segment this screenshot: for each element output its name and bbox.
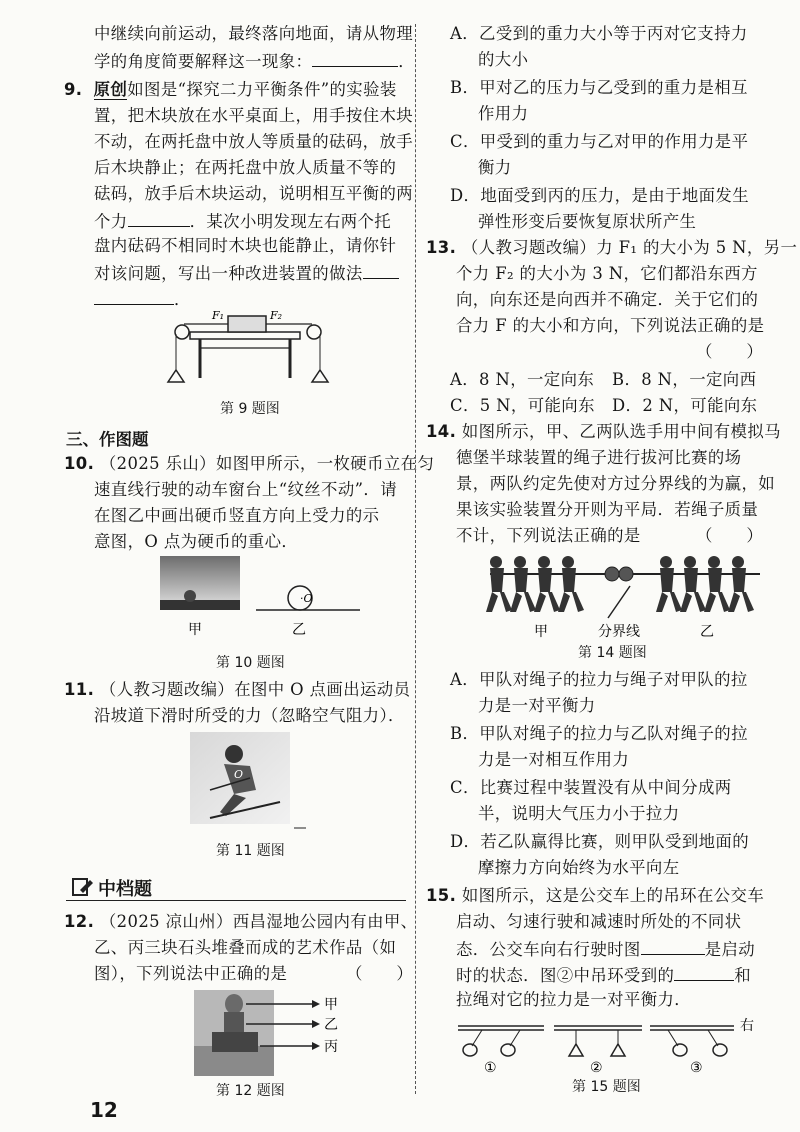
intro-line-2: 学的角度简要解释这一现象： ． xyxy=(94,48,415,74)
q12-answer-paren[interactable]: （ ） xyxy=(346,964,414,983)
q9-line-6 xyxy=(94,208,391,234)
q13-line-2: 个力 F₂ 的大小为 3 N，它们都沿东西方 xyxy=(456,264,758,283)
fig9-apparatus xyxy=(160,310,340,390)
answer-blank-q15-1[interactable] xyxy=(641,936,705,955)
fig14-tug-of-war xyxy=(480,552,770,644)
q9-line-3: 不动，在两托盘中放人等质量的砝码，放手 xyxy=(94,132,414,151)
q9-text-8: 对该问题，写出一种改进装置的做法 xyxy=(94,264,363,283)
fig15-strap-3a xyxy=(668,1030,678,1046)
q9-line-4: 后木块静止；在两托盘中放人质量不等的 xyxy=(94,158,397,177)
q9-number: 9. xyxy=(64,80,83,99)
section-mid-title: 中档题 xyxy=(98,879,152,900)
q14-line-4: 果该实验装置分开则为平局．若绳子质量 xyxy=(456,500,759,519)
fig15-ring-3a xyxy=(673,1044,687,1056)
q15-text-3a: 态．公交车向右行驶时图 xyxy=(456,940,641,959)
fig10-label-jia: 甲 xyxy=(188,622,202,638)
fig12-label-jia: 甲 xyxy=(324,997,338,1013)
q14-line-5 xyxy=(456,524,764,548)
fig9-right-tray xyxy=(312,370,328,382)
q14-option-d-2: 摩擦力方向始终为水平向左 xyxy=(478,858,680,877)
fig15-label-1: ① xyxy=(484,1060,497,1076)
fig14-hemisphere-left xyxy=(605,567,619,581)
q14-line-3: 景，两队约定先使对方过分界线的为赢，如 xyxy=(456,474,776,493)
fig12-stones-photo xyxy=(194,990,344,1076)
fig15-ring-1a xyxy=(463,1044,477,1056)
fig15-ring-1b xyxy=(501,1044,515,1056)
fig11-helmet xyxy=(225,745,243,763)
q9-line-2: 置，把木块放在水平桌面上，用手按住木块 xyxy=(94,106,414,125)
fig10-center-o: ·O xyxy=(300,592,313,605)
fig12-label-bing: 丙 xyxy=(324,1039,338,1055)
q14-text-1: 如图所示，甲、乙两队选手用中间有模拟马 xyxy=(461,422,781,441)
fig10-label-yi: 乙 xyxy=(292,622,306,638)
q9-line-8 xyxy=(94,260,399,286)
q12-option-d-2: 弹性形变后要恢复原状所产生 xyxy=(478,212,697,231)
fig15-bus-handles xyxy=(458,1016,782,1076)
fig15-label-right: 右 xyxy=(740,1018,754,1034)
q12-option-b-1: B．甲对乙的压力与乙受到的重力是相互 xyxy=(450,78,748,97)
q13-text-1: （人教习题改编）力 F₁ 的大小为 5 N，另一 xyxy=(461,238,798,257)
q12-option-c-1: C．甲受到的重力与乙对甲的作用力是平 xyxy=(450,132,749,151)
fig14-boundary-line xyxy=(608,586,630,618)
fig12-stone-yi xyxy=(224,1012,244,1034)
fig9-label-f2: F₂ xyxy=(270,309,283,322)
q10-line-1 xyxy=(64,452,434,476)
q9-line-7: 盘内砝码不相同时木块也能静止，请你针 xyxy=(94,236,397,255)
fig14-label-jia: 甲 xyxy=(534,624,548,640)
answer-blank-q9-1[interactable] xyxy=(128,208,190,227)
fig14-team-jia xyxy=(486,556,584,612)
q9-text-6b: ．某次小明发现左右两个托 xyxy=(189,212,392,231)
q14-option-a-2: 力是一对平衡力 xyxy=(478,696,596,715)
fig10-coin-photo xyxy=(184,590,196,602)
fig9-table-top xyxy=(190,332,300,339)
q15-line-1 xyxy=(426,884,764,908)
fig11-caption: 第 11 题图 xyxy=(216,843,285,859)
section-drawing-title: 三、作图题 xyxy=(66,430,149,449)
q13-line-1 xyxy=(426,236,797,260)
section-mid-rule xyxy=(66,900,406,901)
q12-option-a-1: A．乙受到的重力大小等于丙对它支持力 xyxy=(450,24,748,43)
q11-line-2: 沿坡道下滑时所受的力（忽略空气阻力）． xyxy=(94,706,405,725)
q10-number: 10. xyxy=(64,454,95,473)
fig9-left-tray xyxy=(168,370,184,382)
q13-option-a: A．8 N，一定向东 xyxy=(450,370,595,389)
q13-line-4: 合力 F 的大小和方向，下列说法正确的是 xyxy=(456,316,765,335)
fig15-ring-2a xyxy=(569,1044,583,1056)
q15-line-2: 启动、匀速行驶和减速时所处的不同状 xyxy=(456,912,742,931)
q11-number: 11. xyxy=(64,680,95,699)
q13-line-3: 向，向东还是向西并不确定．关于它们的 xyxy=(456,290,759,309)
q14-answer-paren[interactable]: （ ） xyxy=(696,526,764,545)
q15-number: 15. xyxy=(426,886,457,905)
q11-line-1 xyxy=(64,678,410,702)
q13-option-d: D．2 N，可能向东 xyxy=(612,396,758,415)
fig11-skier-photo xyxy=(190,732,310,832)
fig10-coin-figure xyxy=(160,556,400,646)
q14-option-c-1: C．比赛过程中装置没有从中间分成两 xyxy=(450,778,732,797)
intro-line-1: 中继续向前运动，最终落向地面，请从物理 xyxy=(94,24,414,43)
fig9-left-pulley xyxy=(175,325,189,339)
q10-line-2: 速直线行驶的动车窗台上“纹丝不动”．请 xyxy=(94,480,397,499)
q15-text-4a: 时的状态．图②中吊环受到的 xyxy=(456,966,675,985)
pencil-icon xyxy=(72,876,94,898)
fig14-label-boundary: 分界线 xyxy=(598,624,640,640)
q14-line-1 xyxy=(426,420,781,444)
fig14-hemisphere-right xyxy=(619,567,633,581)
q10-text-1: （2025 乐山）如图甲所示，一枚硬币立在匀 xyxy=(99,454,435,473)
fig9-right-pulley xyxy=(307,325,321,339)
fig11-label-o: O xyxy=(234,768,244,781)
q12-text-3: 图），下列说法中正确的是 xyxy=(94,964,288,983)
q12-option-c-2: 衡力 xyxy=(478,158,512,177)
fig15-ring-2b xyxy=(611,1044,625,1056)
q14-text-5: 不计，下列说法正确的是 xyxy=(456,526,641,545)
q15-text-4b: 和 xyxy=(734,966,752,985)
q12-option-d-1: D．地面受到丙的压力，是由于地面发生 xyxy=(450,186,749,205)
answer-blank-intro[interactable] xyxy=(312,48,398,67)
fig15-ring-3b xyxy=(713,1044,727,1056)
q14-option-b-1: B．甲队对绳子的拉力与乙队对绳子的拉 xyxy=(450,724,748,743)
q12-option-a-2: 的大小 xyxy=(478,50,529,69)
fig15-strap-1b xyxy=(510,1030,520,1046)
fig10-windowsill xyxy=(160,600,240,610)
fig10-caption: 第 10 题图 xyxy=(216,655,285,671)
answer-blank-q15-2[interactable] xyxy=(674,962,734,981)
fig15-strap-3b xyxy=(708,1030,718,1046)
q12-line-3 xyxy=(94,962,414,986)
q12-line-2: 乙、丙三块石头堆叠而成的艺术作品（如 xyxy=(94,938,397,957)
q15-line-5: 拉绳对它的拉力是一对平衡力． xyxy=(456,990,692,1009)
fig14-label-yi: 乙 xyxy=(700,624,714,640)
q12-option-b-2: 作用力 xyxy=(478,104,529,123)
q9-line-9: ． xyxy=(94,286,191,312)
q14-option-b-2: 力是一对相互作用力 xyxy=(478,750,630,769)
q10-line-4: 意图，O 点为硬币的重心． xyxy=(94,532,299,551)
q12-text-1: （2025 凉山州）西昌湿地公园内有由甲、 xyxy=(99,912,418,931)
fig15-strap-1a xyxy=(472,1030,482,1046)
q13-answer-paren[interactable]: （ ） xyxy=(696,342,764,361)
fig12-label-yi: 乙 xyxy=(324,1017,338,1033)
q11-text-1: （人教习题改编）在图中 O 点画出运动员 xyxy=(99,680,411,699)
q14-option-d-1: D．若乙队赢得比赛，则甲队受到地面的 xyxy=(450,832,749,851)
q15-line-4 xyxy=(456,962,751,988)
q14-number: 14. xyxy=(426,422,457,441)
q13-option-c: C．5 N，可能向东 xyxy=(450,396,595,415)
q10-line-3: 在图乙中画出硬币竖直方向上受力的示 xyxy=(94,506,380,525)
fig15-label-3: ③ xyxy=(690,1060,703,1076)
q14-option-c-2: 半，说明大气压力小于拉力 xyxy=(478,804,680,823)
fig12-caption: 第 12 题图 xyxy=(216,1083,285,1099)
fig9-caption: 第 9 题图 xyxy=(220,401,280,417)
q15-text-3b: 是启动 xyxy=(704,940,756,959)
q9-text-1: 如图是“探究二力平衡条件”的实验装 xyxy=(127,80,397,99)
q9-line-5: 砝码，放手后木块运动，说明相互平衡的两 xyxy=(94,184,414,203)
fig12-arrowhead xyxy=(312,1020,320,1028)
q12-line-1 xyxy=(64,910,417,934)
answer-blank-q9-2a[interactable] xyxy=(363,260,399,279)
fig15-label-2: ② xyxy=(590,1060,603,1076)
fig12-stone-bing xyxy=(212,1032,258,1052)
q14-option-a-1: A．甲队对绳子的拉力与绳子对甲队的拉 xyxy=(450,670,748,689)
q9-text-6a: 个力 xyxy=(94,212,128,231)
fig9-label-f1: F₁ xyxy=(212,309,225,322)
q12-number: 12. xyxy=(64,912,95,931)
fig9-wood-block xyxy=(228,316,266,332)
q15-line-3 xyxy=(456,936,755,962)
fig14-caption: 第 14 题图 xyxy=(578,645,647,661)
q14-line-2: 德堡半球装置的绳子进行拔河比赛的场 xyxy=(456,448,742,467)
q13-option-b: B．8 N，一定向西 xyxy=(612,370,757,389)
fig10-train-window xyxy=(160,556,240,600)
fig12-arrowhead xyxy=(312,1000,320,1008)
fig14-team-yi xyxy=(656,556,754,612)
fig12-arrowhead xyxy=(312,1042,320,1050)
q9-line-1 xyxy=(64,78,397,102)
q15-text-1: 如图所示，这是公交车上的吊环在公交车 xyxy=(461,886,765,905)
fig15-caption: 第 15 题图 xyxy=(572,1079,641,1095)
q13-number: 13. xyxy=(426,238,457,257)
intro-line-2-text: 学的角度简要解释这一现象： xyxy=(94,52,313,71)
answer-blank-q9-2b[interactable] xyxy=(94,286,174,305)
page-number: 12 xyxy=(90,1098,118,1122)
q9-original-tag: 原创 xyxy=(93,80,128,99)
fig12-stone-jia xyxy=(225,994,243,1014)
